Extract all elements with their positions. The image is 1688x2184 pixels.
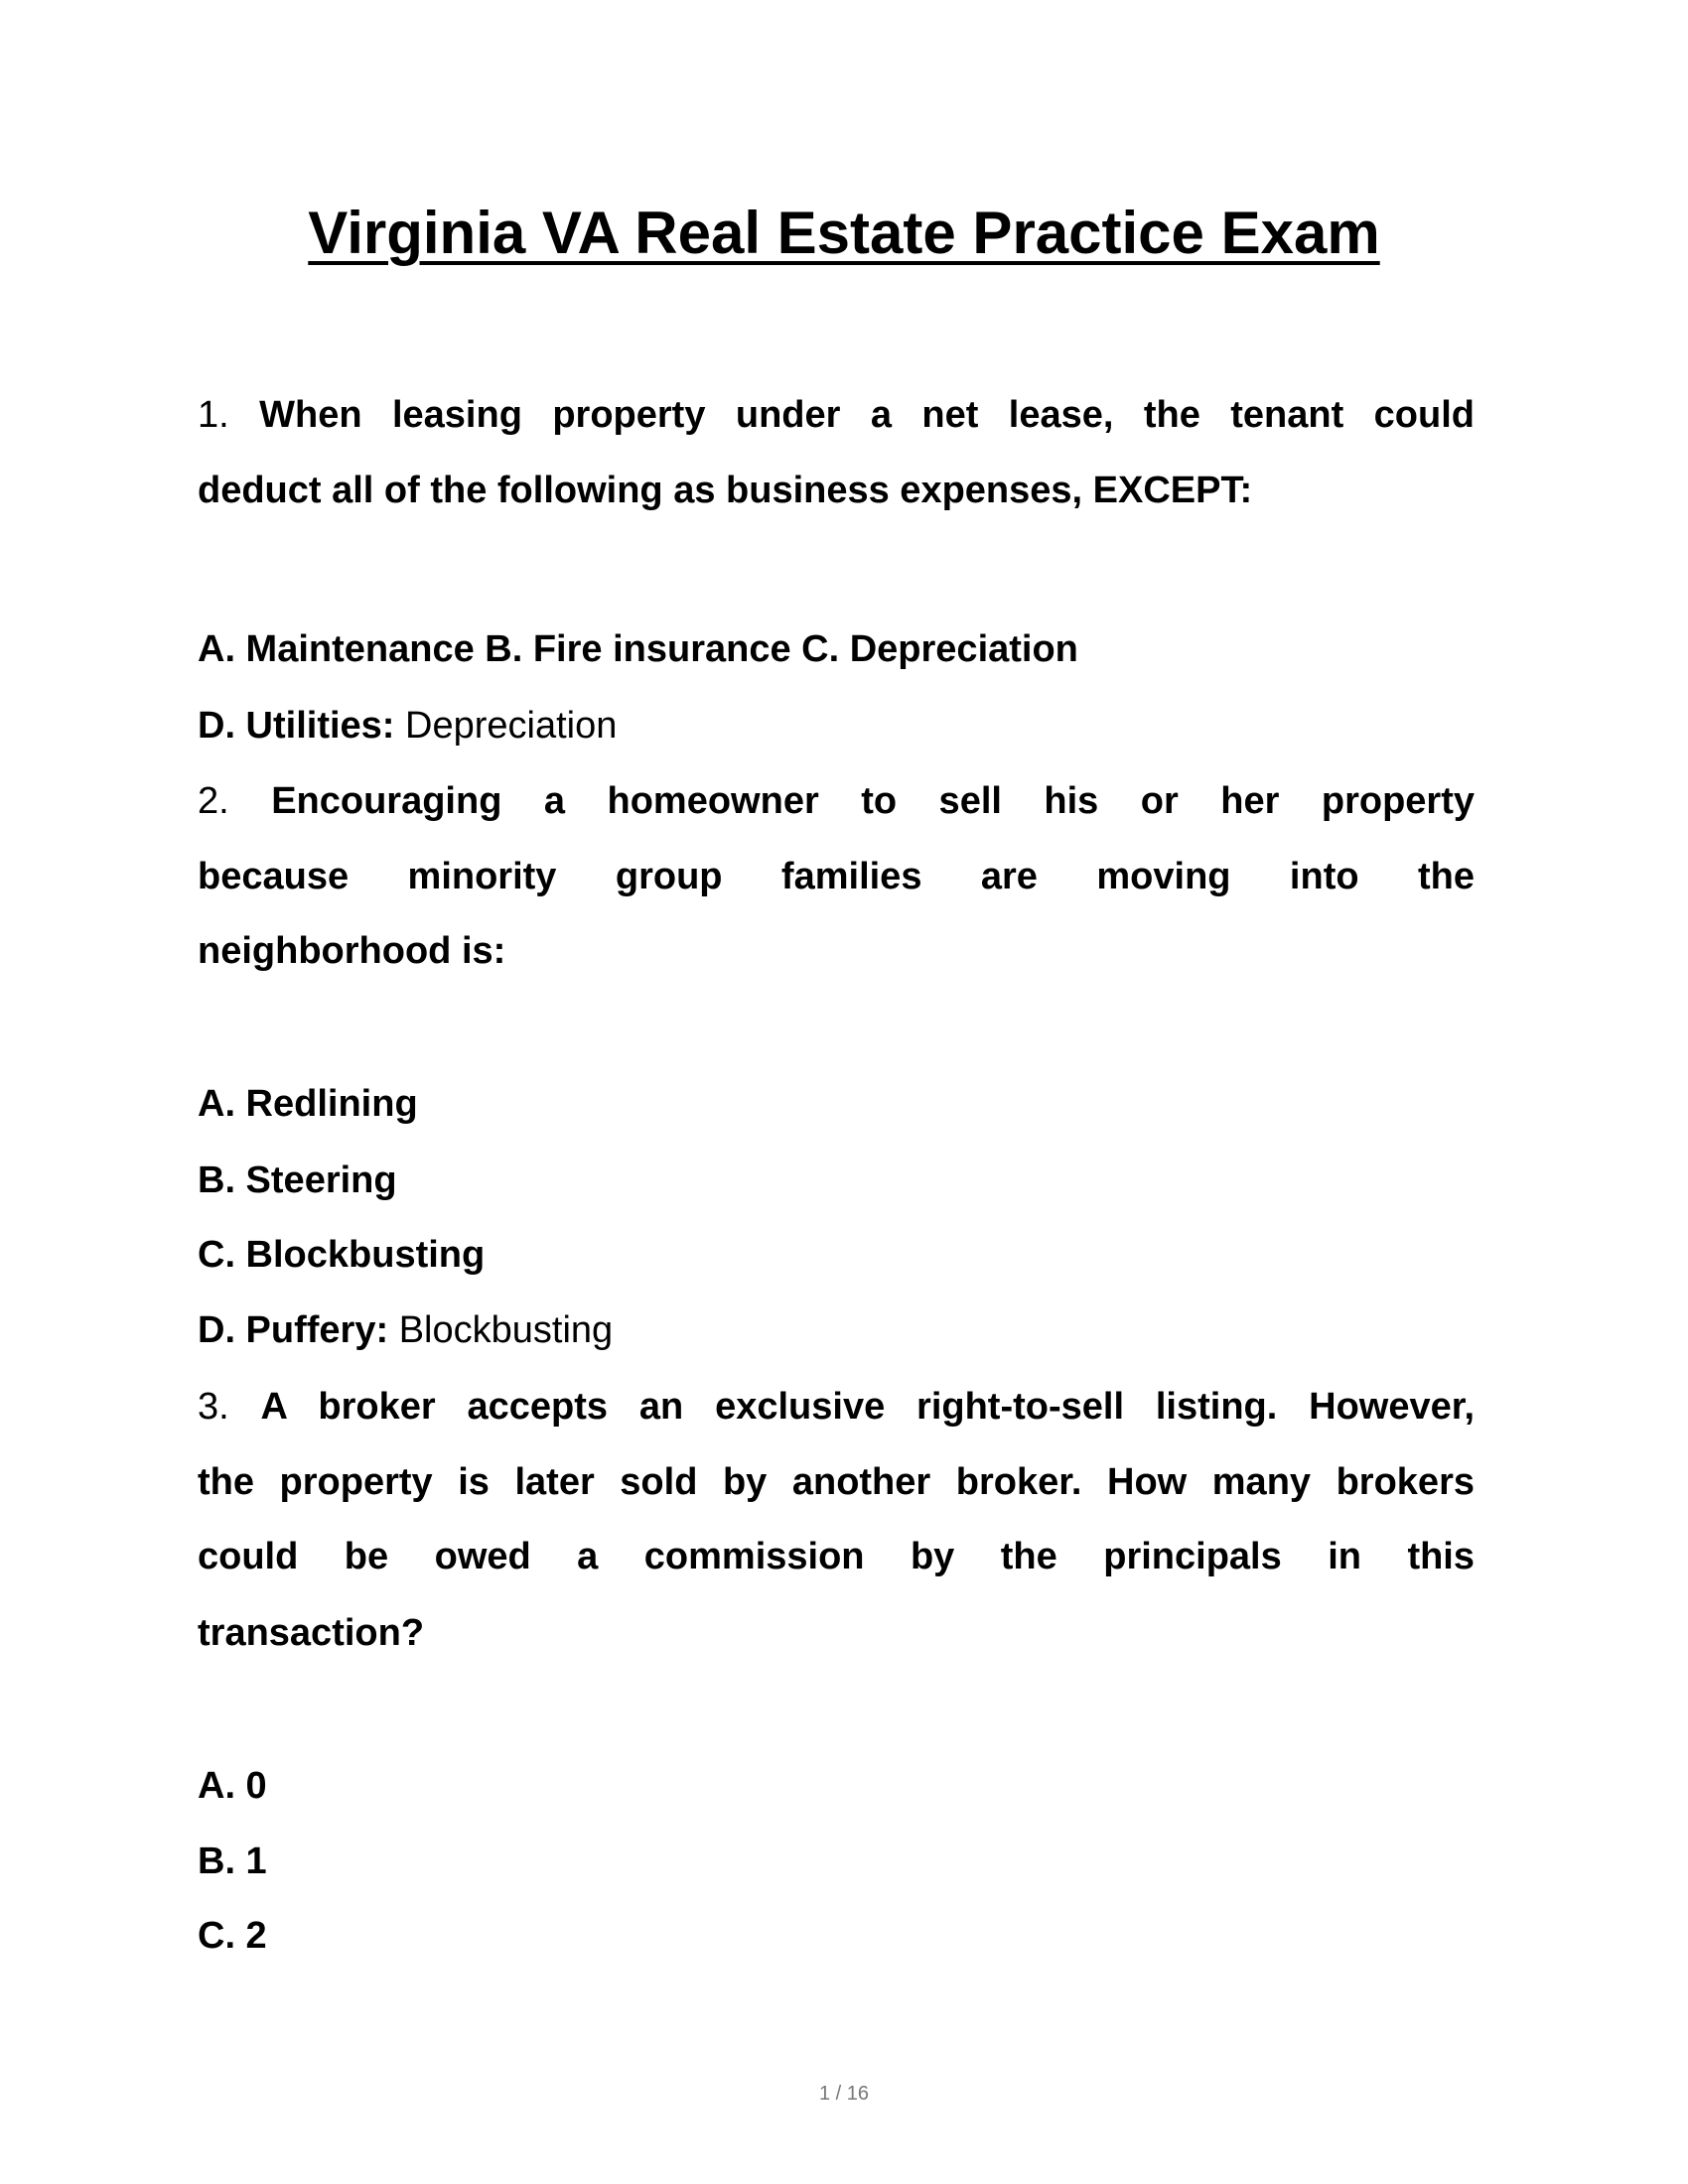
question-3-option-a xyxy=(198,1748,1475,1824)
question-3-line-1 xyxy=(198,1369,1475,1444)
question-text: the property is later sold by another broker. How many brokers xyxy=(198,1461,1475,1503)
question-3-option-c xyxy=(198,1898,1475,1974)
question-text: neighborhood is: xyxy=(198,930,506,972)
answer: Depreciation xyxy=(405,705,618,747)
option-text: C. 2 xyxy=(198,1915,267,1957)
question-1-answer-line xyxy=(198,688,1475,763)
question-text: transaction? xyxy=(198,1612,425,1654)
question-3-line-4 xyxy=(198,1595,1475,1671)
question-2-option-b xyxy=(198,1143,1475,1218)
option-text: B. 1 xyxy=(198,1841,267,1882)
question-3-option-b xyxy=(198,1824,1475,1899)
question-2-option-a xyxy=(198,1066,1475,1142)
question-3-line-2 xyxy=(198,1444,1475,1520)
question-number: 1. xyxy=(198,394,229,436)
question-number: 2. xyxy=(198,780,229,822)
option-text: C. Blockbusting xyxy=(198,1234,486,1276)
options-text: A. Maintenance B. Fire insurance C. Depreciation xyxy=(198,628,1078,670)
question-2-line-2 xyxy=(198,839,1475,914)
question-3-line-3 xyxy=(198,1519,1475,1594)
question-text: because minority group families are moving into the xyxy=(198,856,1475,897)
option-text: A. 0 xyxy=(198,1765,267,1807)
question-1-line-1 xyxy=(198,377,1475,453)
answer: Blockbusting xyxy=(398,1309,614,1351)
option-text: A. Redlining xyxy=(198,1083,418,1125)
option-text: B. Steering xyxy=(198,1160,397,1201)
option-d: D. Utilities: xyxy=(198,705,395,747)
question-text: A broker accepts an exclusive right-to-sell listing. However, xyxy=(260,1386,1476,1428)
question-text: could be owed a commission by the principals in this xyxy=(198,1536,1475,1577)
question-text: Encouraging a homeowner to sell his or her property xyxy=(271,780,1476,822)
question-text: When leasing property under a net lease, the tenant could xyxy=(259,394,1476,436)
question-1-line-2 xyxy=(198,453,1475,528)
question-text: deduct all of the following as business expenses, EXCEPT: xyxy=(198,470,1253,511)
question-2-answer-line xyxy=(198,1293,1475,1368)
question-2-line-1 xyxy=(198,763,1475,839)
question-1-options xyxy=(198,612,1475,687)
page-indicator: 1 / 16 xyxy=(818,2083,870,2105)
option-d: D. Puffery: xyxy=(198,1309,389,1351)
page-title: Virginia VA Real Estate Practice Exam xyxy=(308,200,1380,266)
question-number: 3. xyxy=(198,1386,229,1428)
question-2-line-3 xyxy=(198,913,1475,989)
question-2-option-c xyxy=(198,1217,1475,1293)
